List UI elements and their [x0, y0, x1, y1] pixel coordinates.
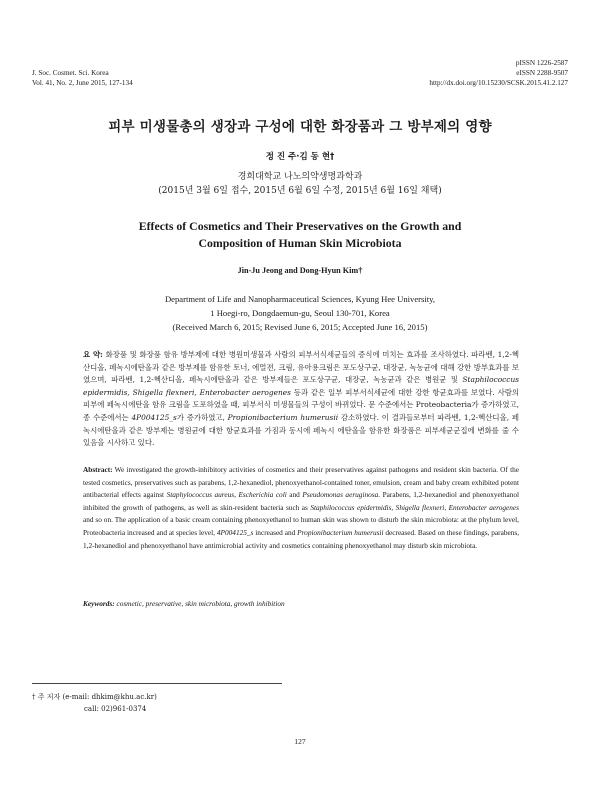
english-title	[0, 218, 600, 252]
korean-authors: 정 진 주·김 동 현†	[265, 152, 335, 162]
english-abstract-text-3: . Parabens, 1,2-hexanediol and phenoxyethanol inhibited the growth of pathogens, as well as skin-resident bacteria such as	[83, 490, 520, 512]
english-affiliation-block	[0, 292, 600, 334]
footnote-email: † 주 저자 (e-mail: dhkim@khu.ac.kr)	[32, 693, 157, 701]
english-abstract-species-4: 4P004125_s	[216, 527, 254, 537]
english-title-line1: Effects of Cosmetics and Their Preservatives on the Growth and	[138, 219, 462, 233]
english-abstract-text-4: and so on. The application of a basic cream containing phenoxyethanol to human skin was shown to disturb the skin microbiota: at the phylum level, Proteobacteria increased and at species level,	[83, 515, 519, 537]
english-abstract-text-5: increased and	[255, 527, 296, 537]
korean-affiliation-block	[0, 170, 600, 198]
english-abstract-species-2: Pseudomonas aeruginosa	[302, 490, 379, 500]
english-affiliation-line1: Department of Life and Nanopharmaceutical Sciences, Kyung Hee University,	[164, 294, 436, 304]
page-number: 127	[294, 737, 306, 746]
korean-abstract-text-3: 가 증가하였고,	[176, 412, 225, 422]
korean-dates: (2015년 3월 6일 접수, 2015년 6월 6일 수정, 2015년 6월 16일 채택)	[158, 186, 442, 196]
english-abstract-species-5: Propionibacterium humerusii	[297, 527, 384, 537]
korean-abstract-text-1: 화장품 및 화장품 함유 방부제에 대한 병원미생물과 사람의 피부서식세균들의 증식에 미치는 효과를 조사하였다. 파라벤, 1,2-헥산디올, 페녹시에탄올과 같은 방부제를 함유한 토너, 에멀젼, 크림, 유아용크림은 포도상구균, 대장균, 녹농균에 대해 강한 방부효과를 보였으며, 파라벤, 1,2-헥산디올, 페녹시에탄올과 같은 방부제들은 포도상구균, 대장균, 녹농균과 같은 병원균 및	[83, 350, 520, 385]
journal-header	[32, 68, 133, 88]
english-abstract-text-2: and	[289, 490, 300, 500]
korean-abstract	[83, 349, 519, 450]
english-authors: Jin-Ju Jeong and Dong-Hyun Kim†	[237, 266, 363, 275]
korean-abstract-label: 요 약:	[83, 350, 103, 359]
korean-abstract-species-2: 4P004125_s	[131, 412, 177, 422]
english-abstract	[83, 464, 519, 552]
footnote-phone: call: 02)961-0374	[84, 705, 147, 713]
korean-affiliation: 경희대학교 나노의약생명과학과	[237, 172, 363, 182]
korean-abstract-species-1: Staphilococcus epidermidis, Shigella flexneri, Enterobacter aerogenes	[83, 375, 519, 397]
english-affiliation-line2: 1 Hoegi-ro, Dongdaemun-gu, Seoul 130-701, Korea	[210, 308, 390, 318]
korean-abstract-text-4: 감소하였다. 이 결과들로부터 파라벤, 1,2-헥산디올, 페녹시에탄올과 같은 방부제는 병원균에 대한 항균효과를 가짐과 동시에 페녹시 에탄올을 함유한 화장품은 피부세균군집에 변화를 줄 수 있음을 시사하고 있다.	[83, 412, 519, 448]
footnote-divider	[32, 683, 282, 684]
footnote	[32, 691, 157, 715]
keywords-label: Keywords:	[83, 599, 115, 608]
korean-abstract-species-3: Propionibacterium humerusii	[227, 412, 339, 422]
keywords	[83, 599, 519, 608]
english-abstract-text-6: decreased. Based on these findings, parabens, 1,2-hexanediol and phenoxyethanol have antimicrobial activity and cosmetics containing phenoxyethanol may disturb skin microbiota.	[83, 527, 520, 550]
journal-name: J. Soc. Cosmet. Sci. Korea	[32, 69, 109, 77]
korean-title: 피부 미생물총의 생장과 구성에 대한 화장품과 그 방부제의 영향	[108, 119, 492, 135]
english-dates: (Received March 6, 2015; Revised June 6, 2015; Accepted June 16, 2015)	[172, 322, 428, 332]
journal-volume: Vol. 41, No. 2, June 2015, 127-134	[32, 79, 133, 87]
doi-link[interactable]: http://dx.doi.org/10.15230/SCSK.2015.41.2.127	[429, 79, 568, 87]
english-abstract-species-1: Staphylococcus aureus, Escherichia coli	[166, 490, 287, 500]
english-abstract-label: Abstract:	[83, 465, 113, 474]
english-title-line2: Composition of Human Skin Microbiota	[198, 236, 402, 250]
keywords-text: cosmetic, preservative, skin microbiota, growth inhibition	[116, 599, 285, 608]
eissn: eISSN 2288-9507	[516, 69, 568, 77]
english-abstract-species-3: Staphilococcus epidermidis, Shigella flexneri, Enterobacter aerogenes	[310, 502, 519, 512]
english-abstract-text-1: We investigated the growth-inhibitory activities of cosmetics and their preservatives against pathogens and resident skin bacteria. Of the tested cosmetics, preservatives such as parabens, 1,2-hexanediol, phenoxyethanol-contained toner, emulsion, cream and baby cream exhibited potent antibacterial effects against	[83, 465, 519, 500]
pissn: pISSN 1226-2587	[515, 59, 568, 67]
issn-header	[429, 58, 568, 88]
korean-abstract-text-2: 등과 같은 일부 피부서식세균에 대한 강한 항균효과를 보였다. 사람의 피부에 페녹시에탄올 함유 크림을 도포하였을 때, 피부서식 미생물들의 구성이 바뀌었다. 문 수준에서는 Proteobacteria가 증가하였고, 종 수준에서는	[83, 387, 519, 422]
